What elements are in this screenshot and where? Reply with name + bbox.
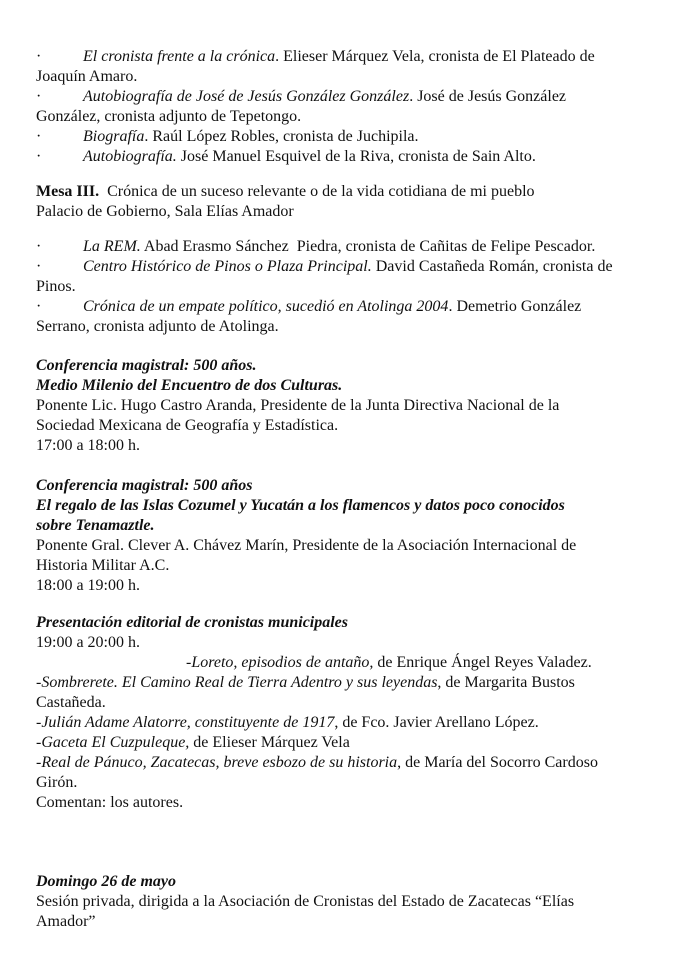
title-text: -Sombrerete. El Camino Real de Tierra Adentro y sus leyendas [36, 674, 438, 691]
bullet-list-item [36, 127, 676, 147]
body-text: 17:00 a 18:00 h. [36, 437, 140, 454]
document-section [36, 476, 676, 596]
document-section [36, 872, 676, 932]
title-text: Biografía [83, 128, 145, 145]
bullet-list-item [36, 257, 676, 277]
section-spacer [36, 167, 676, 182]
text-line [36, 476, 676, 496]
heading-text: Conferencia magistral: 500 años. [36, 357, 257, 374]
text-line [36, 793, 676, 813]
bullet-list-item [36, 147, 676, 167]
heading-text: Medio Milenio del Encuentro de dos Culturas. [36, 377, 343, 394]
text-line [36, 556, 676, 576]
title-text: -Loreto, episodios de antaño, [186, 654, 374, 671]
text-line [36, 107, 676, 127]
title-text: El cronista frente a la crónica [83, 48, 276, 65]
body-text: Sesión privada, dirigida a la Asociación de Cronistas del Estado de Zacatecas “Elías [36, 893, 575, 910]
text-line [36, 773, 676, 793]
section-spacer [36, 596, 676, 613]
text-line [36, 536, 676, 556]
bullet-icon: · [36, 48, 42, 65]
title-text: La REM. [83, 238, 141, 255]
text-line [36, 376, 676, 396]
text-line [36, 713, 676, 733]
body-text: Pinos. [36, 278, 76, 295]
body-text: . José de Jesús González [409, 88, 567, 105]
bullet-icon: · [36, 298, 42, 315]
body-text: Amador” [36, 913, 96, 930]
heading-text: sobre Tenamaztle. [36, 517, 155, 534]
title-text: Crónica de un empate político, sucedió en Atolinga 2004 [83, 298, 449, 315]
text-line [36, 912, 676, 932]
body-text: Sociedad Mexicana de Geografía y Estadística. [36, 417, 339, 434]
heading-text: Conferencia magistral: 500 años [36, 477, 253, 494]
text-line [36, 436, 676, 456]
bullet-list-item [36, 297, 676, 317]
body-text: Joaquín Amaro. [36, 68, 138, 85]
document-page [36, 47, 676, 932]
section-spacer [36, 337, 676, 356]
title-text: Autobiografía. [83, 148, 177, 165]
body-text: Girón. [36, 774, 78, 791]
body-text: de Enrique Ángel Reyes Valadez. [373, 654, 592, 671]
document-section [36, 237, 676, 337]
title-text: -Julián Adame Alatorre, constituyente de 1917 [36, 714, 335, 731]
heading-text: Presentación editorial de cronistas municipales [36, 614, 349, 631]
heading-text: El regalo de las Islas Cozumel y Yucatán a los flamencos y datos poco conocidos [36, 497, 565, 514]
text-line [36, 613, 676, 633]
heading-text: Domingo 26 de mayo [36, 873, 176, 890]
body-text: González, cronista adjunto de Tepetongo. [36, 108, 302, 125]
title-text: -Real de Pánuco, Zacatecas, breve esbozo de su historia [36, 754, 398, 771]
text-line [36, 496, 676, 516]
bullet-list-item [36, 47, 676, 67]
text-line [36, 872, 676, 892]
text-line [36, 576, 676, 596]
bullet-list-item [36, 237, 676, 257]
text-line [36, 753, 676, 773]
body-text: 18:00 a 19:00 h. [36, 577, 140, 594]
text-line [36, 516, 676, 536]
text-line [36, 633, 676, 653]
body-text: 19:00 a 20:00 h. [36, 634, 140, 651]
section-spacer [36, 222, 676, 237]
body-text: Castañeda. [36, 694, 106, 711]
text-line [36, 202, 676, 222]
body-text: , de Margarita Bustos [437, 674, 575, 691]
title-text: Centro Histórico de Pinos o Plaza Principal. [83, 258, 372, 275]
body-text: Historia Militar A.C. [36, 557, 170, 574]
text-line [36, 67, 676, 87]
body-text: . Elieser Márquez Vela, cronista de El Plateado de [275, 48, 595, 65]
heading-text: Mesa III. [36, 183, 100, 200]
title-text: Autobiografía de José de Jesús González González [83, 88, 410, 105]
bullet-icon: · [36, 148, 42, 165]
body-text: Ponente Lic. Hugo Castro Aranda, Presidente de la Junta Directiva Nacional de la [36, 397, 560, 414]
section-spacer [36, 813, 676, 872]
body-text: . Demetrio González [448, 298, 582, 315]
bullet-icon: · [36, 258, 42, 275]
bullet-icon: · [36, 128, 42, 145]
body-text: , de Fco. Javier Arellano López. [334, 714, 539, 731]
text-line [36, 892, 676, 912]
text-line [36, 733, 676, 753]
text-line [36, 356, 676, 376]
text-line [36, 416, 676, 436]
text-line [36, 277, 676, 297]
body-text: Abad Erasmo Sánchez Piedra, cronista de Cañitas de Felipe Pescador. [140, 238, 596, 255]
text-line [36, 673, 676, 693]
document-section [36, 356, 676, 456]
body-text: David Castañeda Román, cronista de [371, 258, 613, 275]
body-text: José Manuel Esquivel de la Riva, cronista de Sain Alto. [176, 148, 536, 165]
text-line [36, 396, 676, 416]
body-text: Crónica de un suceso relevante o de la vida cotidiana de mi pueblo [99, 183, 535, 200]
title-text: -Gaceta El Cuzpuleque, [36, 734, 190, 751]
text-line [36, 693, 676, 713]
document-section [36, 47, 676, 167]
section-spacer [36, 456, 676, 476]
bullet-list-item [36, 87, 676, 107]
body-text: , de María del Socorro Cardoso [397, 754, 598, 771]
text-line [36, 653, 676, 673]
body-text: . Raúl López Robles, cronista de Juchipila. [144, 128, 419, 145]
body-text: Palacio de Gobierno, Sala Elías Amador [36, 203, 294, 220]
body-text: Ponente Gral. Clever A. Chávez Marín, Presidente de la Asociación Internacional de [36, 537, 577, 554]
text-line [36, 317, 676, 337]
body-text: Comentan: los autores. [36, 794, 184, 811]
document-section [36, 613, 676, 813]
bullet-icon: · [36, 238, 42, 255]
body-text: de Elieser Márquez Vela [189, 734, 350, 751]
body-text: Serrano, cronista adjunto de Atolinga. [36, 318, 279, 335]
document-section [36, 182, 676, 222]
bullet-icon: · [36, 88, 42, 105]
text-line [36, 182, 676, 202]
